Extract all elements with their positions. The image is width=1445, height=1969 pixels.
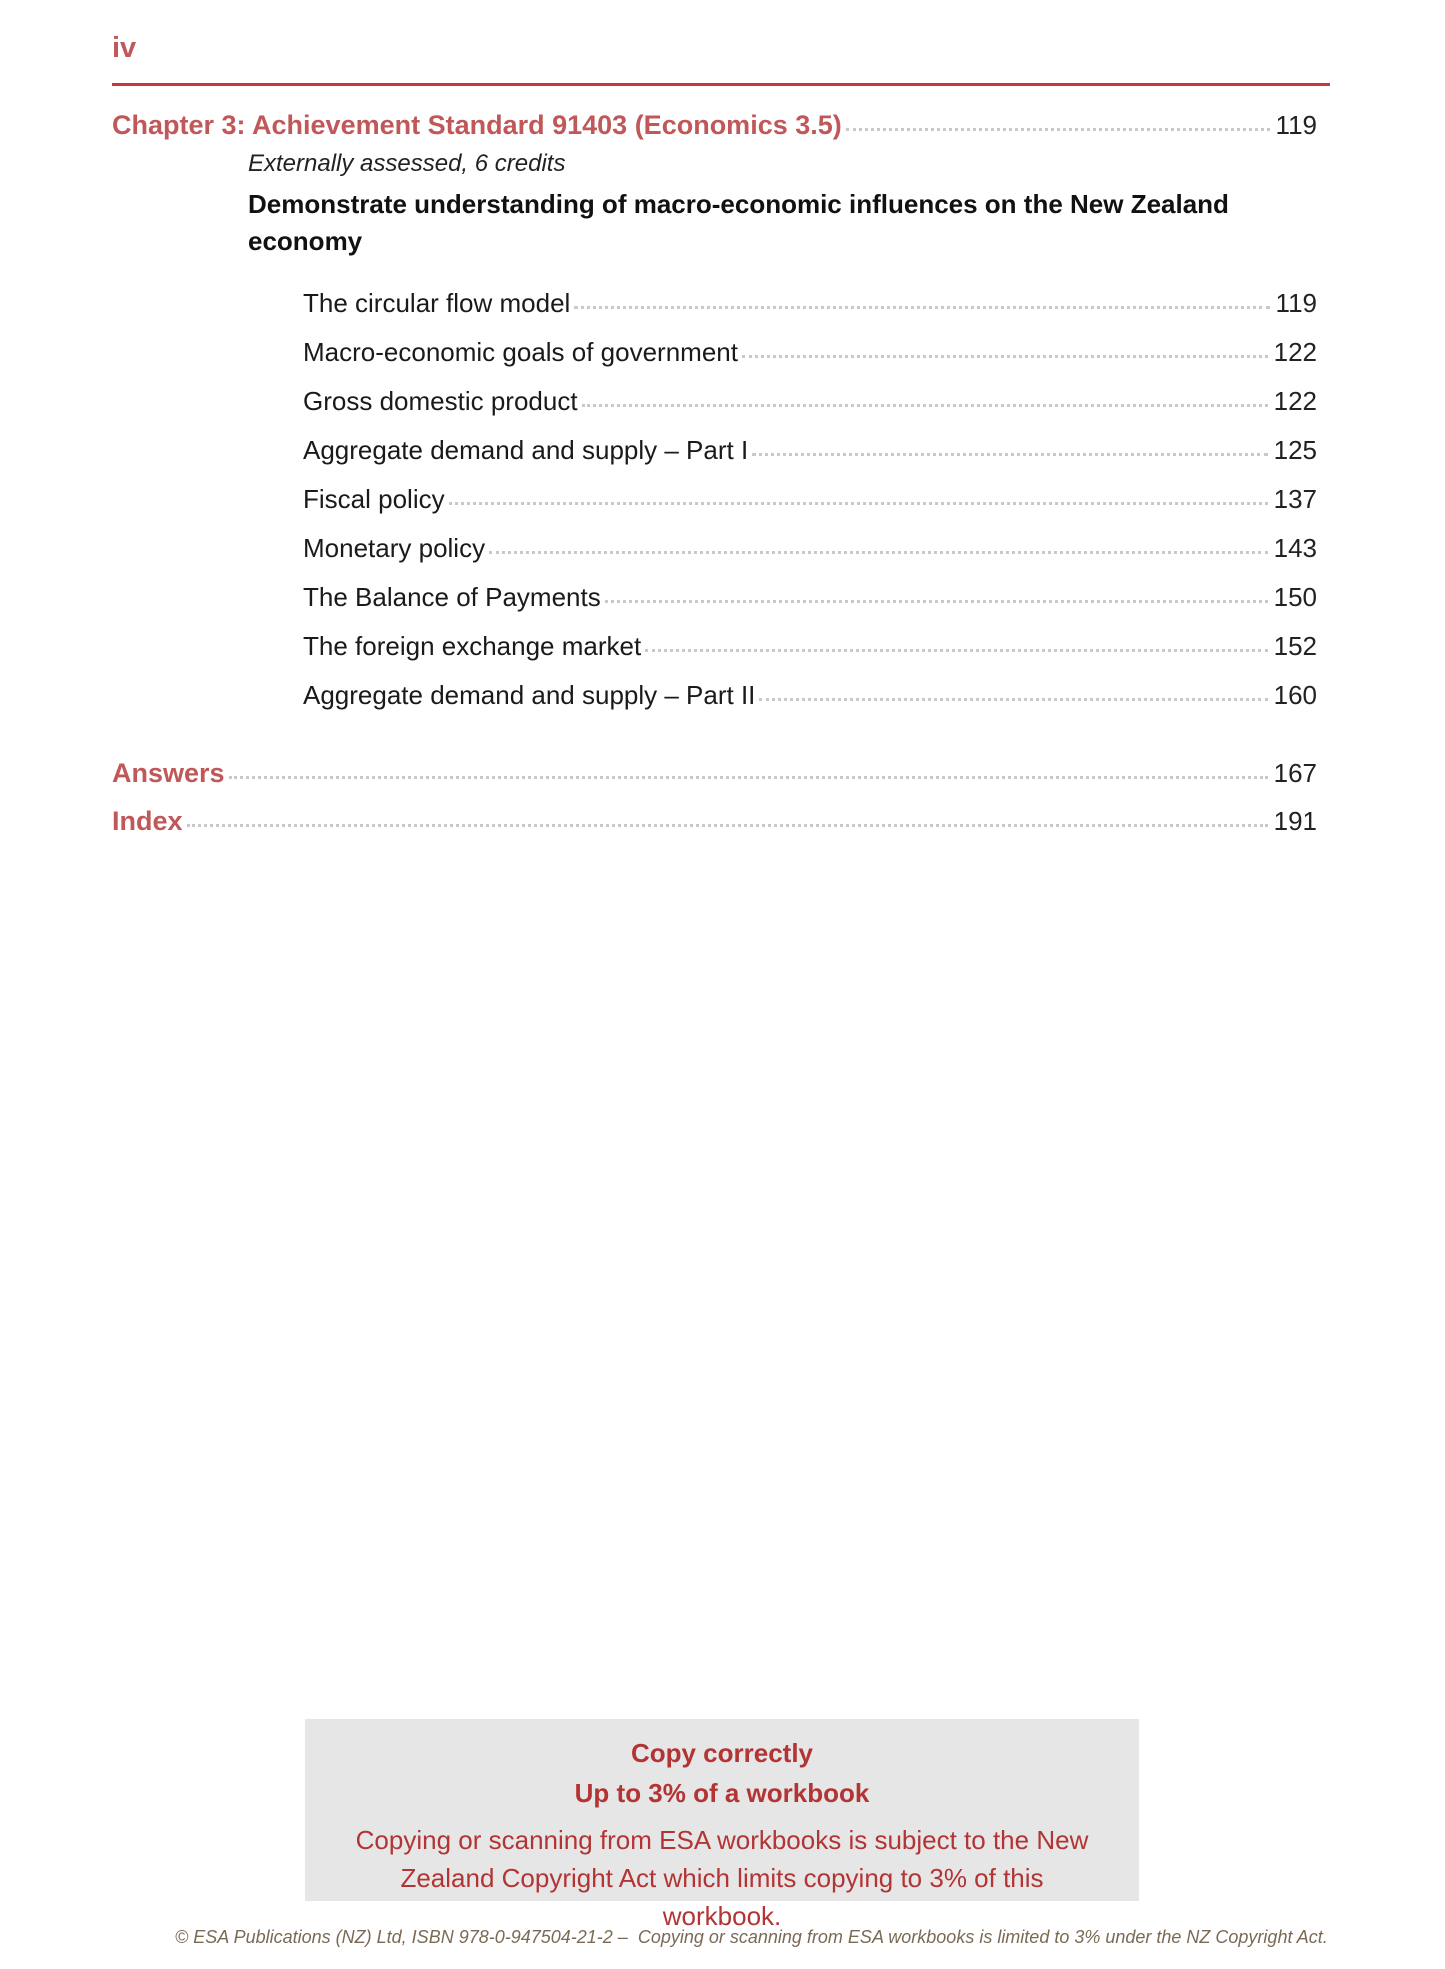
toc-entry[interactable]	[303, 680, 1317, 711]
entry-label: Fiscal policy	[303, 484, 445, 514]
dot-leader	[489, 551, 1268, 554]
copy-notice-body: Copying or scanning from ESA workbooks is subject to the New Zealand Copyright Act which limits copying to 3% of this workbook.	[355, 1825, 1089, 1931]
answers-label: Answers	[112, 758, 225, 788]
chapter-subtitle: Demonstrate understanding of macro-economic influences on the New Zealand economy	[248, 189, 1229, 256]
toc-entry[interactable]	[303, 386, 1317, 417]
chapter-title: Chapter 3: Achievement Standard 91403 (Economics 3.5)	[112, 110, 842, 140]
dot-leader	[582, 404, 1268, 407]
toc-entry[interactable]	[303, 631, 1317, 662]
entry-page: 143	[1273, 533, 1317, 563]
dot-leader	[742, 355, 1268, 358]
page-number: iv	[112, 32, 137, 64]
entry-page: 137	[1273, 484, 1317, 514]
chapter-page: 119	[1275, 110, 1317, 140]
dot-leader	[759, 698, 1267, 701]
copy-notice-heading: Copy correctly	[630, 1738, 814, 1768]
toc-entry[interactable]	[303, 533, 1317, 564]
toc-answers[interactable]	[112, 758, 1317, 789]
answers-page: 167	[1273, 758, 1317, 788]
page-footer: © ESA Publications (NZ) Ltd, ISBN 978-0-947504-21-2 – Copying or scanning from ESA workbooks is limited to 3% under the NZ Copyright Act.	[175, 1927, 1328, 1947]
entry-label: Macro-economic goals of government	[303, 337, 738, 367]
index-label: Index	[112, 806, 183, 836]
toc-index[interactable]	[112, 806, 1317, 837]
dot-leader	[605, 600, 1268, 603]
entry-label: The circular flow model	[303, 288, 571, 318]
copy-notice-box	[305, 1719, 1139, 1931]
dot-leader	[574, 306, 1269, 309]
entry-label: Aggregate demand and supply – Part II	[303, 680, 756, 710]
dot-leader	[229, 776, 1268, 779]
assessment-info: Externally assessed, 6 credits	[248, 150, 566, 177]
entry-page: 152	[1273, 631, 1317, 661]
toc-entry[interactable]	[303, 582, 1317, 613]
entry-label: Gross domestic product	[303, 386, 578, 416]
toc-entry[interactable]	[303, 337, 1317, 368]
copy-notice-subheading: Up to 3% of a workbook	[574, 1778, 870, 1808]
index-page: 191	[1273, 806, 1317, 836]
dot-leader	[752, 453, 1267, 456]
entry-label: The foreign exchange market	[303, 631, 642, 661]
entry-page: 119	[1275, 288, 1317, 318]
entry-page: 150	[1273, 582, 1317, 612]
header-rule	[112, 83, 1330, 86]
toc-entry[interactable]	[303, 435, 1317, 466]
entry-label: Aggregate demand and supply – Part I	[303, 435, 749, 465]
toc-chapter-3[interactable]	[112, 110, 1317, 141]
entry-page: 125	[1273, 435, 1317, 465]
entry-page: 160	[1273, 680, 1317, 710]
entry-page: 122	[1273, 337, 1317, 367]
dot-leader	[449, 502, 1268, 505]
dot-leader	[187, 824, 1268, 827]
dot-leader	[846, 128, 1270, 131]
toc-entry[interactable]	[303, 288, 1317, 319]
toc-entry[interactable]	[303, 484, 1317, 515]
dot-leader	[645, 649, 1267, 652]
entry-label: The Balance of Payments	[303, 582, 601, 612]
entry-page: 122	[1273, 386, 1317, 416]
entry-label: Monetary policy	[303, 533, 486, 563]
